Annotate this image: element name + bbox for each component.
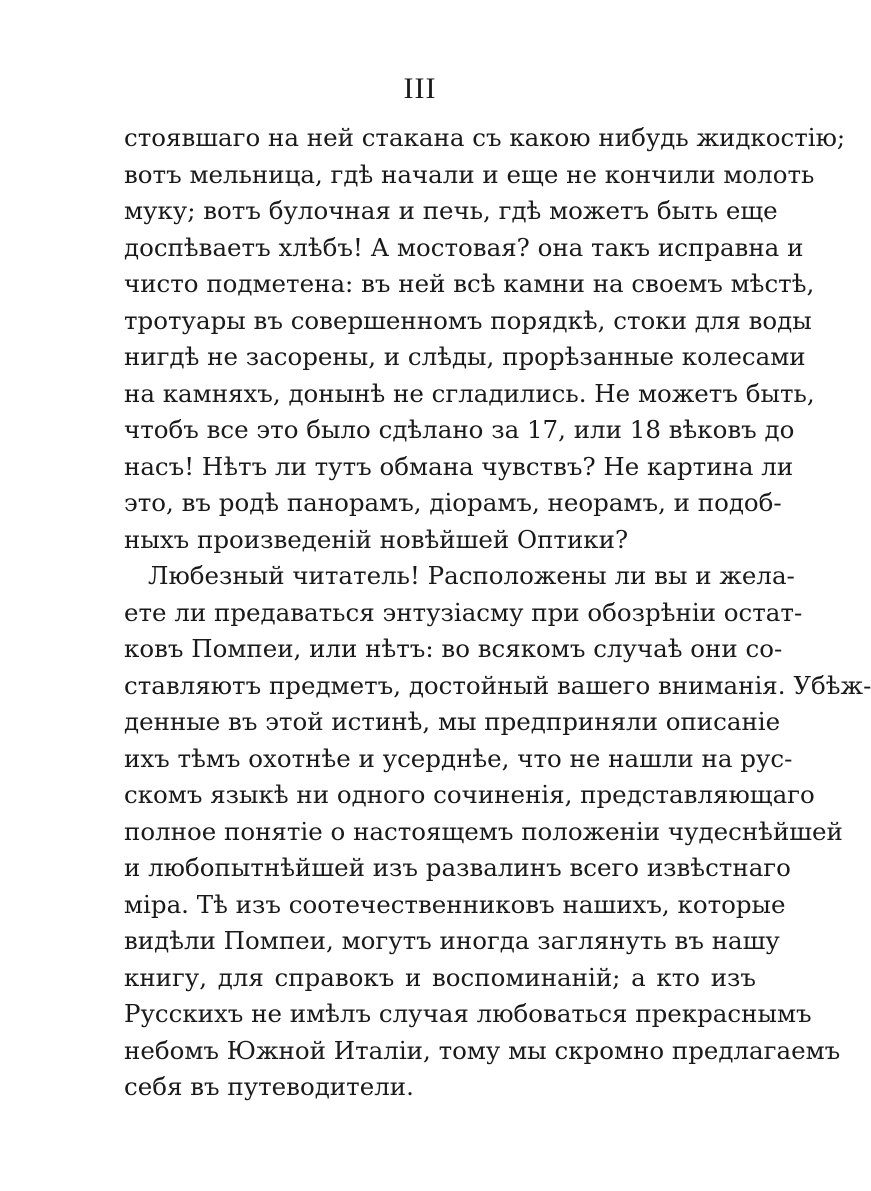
paragraph-1 — [124, 120, 846, 558]
text-line: видѣли Помпеи, могутъ иногда заглянуть въ нашу — [124, 926, 780, 955]
text-line: себя въ путеводители. — [124, 1072, 414, 1101]
text-line: насъ! Нѣтъ ли тутъ обмана чувствъ? Не картина ли — [124, 451, 794, 481]
text-line: стоявшаго на ней стакана съ какою нибудь жидкостію; — [124, 123, 846, 152]
text-line: доспѣваетъ хлѣбъ! А мостовая? она такъ исправна и — [124, 232, 804, 262]
text-line: небомъ Южной Италіи, тому мы скромно предлагаемъ — [124, 1035, 841, 1065]
text-line: чисто подметена: въ ней всѣ камни на своемъ мѣстѣ, — [124, 269, 815, 298]
text-line: нигдѣ не засорены, и слѣды, прорѣзанные колесами — [124, 342, 806, 371]
text-line: полное понятіе о настоящемъ положеніи чудеснѣйшей — [124, 816, 843, 846]
text-line: денные въ этой истинѣ, мы предприняли описаніе — [124, 707, 781, 736]
text-line: ставляютъ предметъ, достойный вашего вниманія. Убѣж- — [124, 670, 871, 700]
text-line: ете ли предаваться энтузіасму при обозрѣніи остат- — [124, 597, 803, 627]
text-line: муку; вотъ булочная и печь, гдѣ можетъ быть еще — [124, 196, 778, 225]
text-line: и любопытнѣйшей изъ развалинъ всего извѣстнаго — [124, 853, 791, 882]
text-line: вотъ мельница, гдѣ начали и еще не кончили молоть — [124, 159, 815, 189]
text-line: ныхъ произведеній новѣйшей Оптики? — [124, 524, 629, 554]
paragraph-2 — [124, 558, 871, 1106]
text-line: ковъ Помпеи, или нѣтъ: во всякомъ случаѣ они со- — [124, 634, 783, 663]
page-number: III — [403, 72, 437, 105]
text-line: на камняхъ, донынѣ не сгладились. Не можетъ быть, — [124, 378, 815, 408]
text-line: это, въ родѣ панорамъ, діорамъ, неорамъ, и подоб- — [124, 488, 782, 517]
text-line: Русскихъ не имѣлъ случая любоваться прекраснымъ — [124, 999, 812, 1028]
text-line: міра. Тѣ изъ соотечественниковъ нашихъ, которые — [124, 889, 786, 919]
text-line: тротуары въ совершенномъ порядкѣ, стоки для воды — [124, 305, 812, 335]
body-text — [124, 120, 871, 1106]
text-line: Любезный читатель! Расположены ли вы и жела- — [148, 561, 795, 590]
text-line: чтобъ все это было сдѣлано за 17, или 18 вѣковъ до — [124, 415, 795, 444]
text-line: скомъ языкѣ ни одного сочиненія, представляющаго — [124, 780, 815, 809]
text-line: книгу, для справокъ и воспоминаній; а кто изъ — [124, 962, 756, 992]
text-line: ихъ тѣмъ охотнѣе и усерднѣе, что не нашли на рус- — [124, 743, 793, 773]
